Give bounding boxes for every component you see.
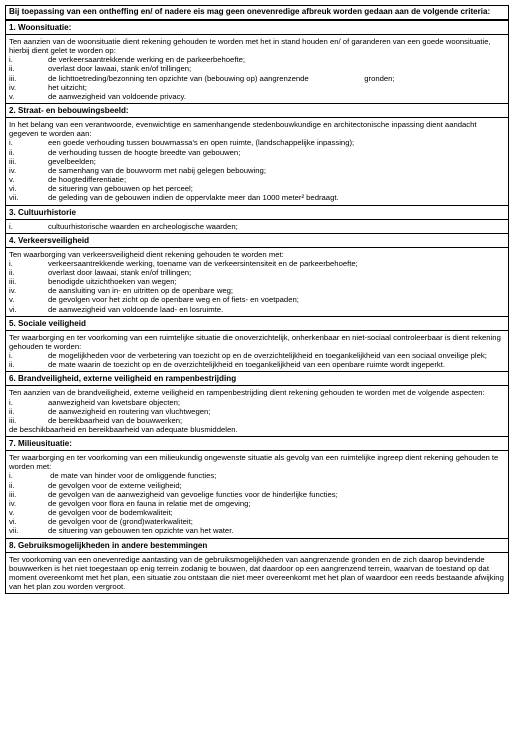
section-header: [5, 317, 509, 331]
item-number: v.: [9, 508, 15, 518]
criteria-item: [9, 416, 505, 425]
criteria-item: [9, 360, 505, 369]
item-number: i.: [9, 55, 13, 65]
item-text: de mogelijkheden voor de verbetering van toezicht op en de overzichtelijkheid en toegankelijkheid van een sociaal onveilige plek;: [48, 351, 487, 361]
item-text: cultuurhistorische waarden en archeologische waarden;: [48, 221, 238, 231]
item-text: de hoogtedifferentiatie;: [48, 175, 127, 185]
section-title: 4. Verkeersveiligheid: [9, 235, 90, 245]
item-number: vii.: [9, 193, 19, 203]
item-number: vi.: [9, 184, 17, 194]
criteria-item: [9, 517, 505, 526]
item-text: de gevolgen voor het zicht op de openbare weg en of fiets- en voetpaden;: [48, 295, 299, 305]
criteria-item: [9, 222, 505, 231]
section-header: [5, 206, 509, 220]
item-number: i.: [9, 351, 13, 361]
item-number: ii.: [9, 64, 15, 74]
item-number: iii.: [9, 73, 17, 83]
criteria-item: [9, 175, 505, 184]
intro-box: [5, 5, 509, 20]
section-title: 6. Brandveiligheid, externe veiligheid en rampenbestrijding: [9, 374, 237, 384]
item-text: de bereikbaarheid van de bouwwerken;: [48, 415, 183, 425]
section-body: [5, 35, 509, 104]
section-title: 8. Gebruiksmogelijkheden in andere bestemmingen: [9, 540, 208, 550]
section-header: [5, 437, 509, 451]
criteria-item: [9, 305, 505, 314]
item-text: de situering van gebouwen ten opzichte van het water.: [48, 526, 234, 536]
item-number: vii.: [9, 526, 19, 536]
item-number: i.: [9, 397, 13, 407]
section-header: [5, 234, 509, 248]
section-intro: Ter waarborging en ter voorkoming van een ruimtelijke situatie die onoverzichtelijk, onherkenbaar en niet-sociaal controleerbaar is dient rekening gehouden te worden:: [9, 332, 501, 351]
item-text: de gevolgen voor de bodemkwaliteit;: [48, 508, 173, 518]
item-text: de gevolgen van de aanwezigheid van gevoelige functies voor de hinderlijke functies;: [48, 489, 338, 499]
intro-text: Bij toepassing van een ontheffing en/ of nadere eis mag geen onevenredige afbreuk worden gedaan aan de volgende criteria:: [9, 7, 491, 16]
criteria-item: [9, 508, 505, 517]
criteria-item: [9, 64, 505, 73]
item-text: benodigde uitzichthoeken van wegen;: [48, 277, 177, 287]
criteria-item: [9, 526, 505, 535]
section-header: [5, 372, 509, 386]
criteria-item: [9, 148, 505, 157]
criteria-item: [9, 499, 505, 508]
item-text: de samenhang van de bouwvorm met nabij gelegen bebouwing;: [48, 165, 266, 175]
criteria-item: [9, 193, 505, 202]
item-text: de gevolgen voor de externe veiligheid;: [48, 480, 182, 490]
item-text: het uitzicht;: [48, 82, 87, 92]
item-number: i.: [9, 138, 13, 148]
section-body: [5, 386, 509, 437]
criteria-item: [9, 74, 505, 83]
criteria-item: [9, 83, 505, 92]
item-number: i.: [9, 221, 13, 231]
criteria-item: [9, 184, 505, 193]
section-intro: Ten waarborging van verkeersveiligheid dient rekening gehouden te worden met:: [9, 249, 284, 259]
item-text: de verhouding tussen de hoogte breedte van gebouwen;: [48, 147, 241, 157]
section-title: 3. Cultuurhistorie: [9, 207, 77, 217]
section-title: 2. Straat- en bebouwingsbeeld:: [9, 106, 129, 116]
item-text: een goede verhouding tussen bouwmassa's en open ruimte, (landschappelijke inpassing);: [48, 138, 355, 148]
item-number: vi.: [9, 304, 17, 314]
item-number: i.: [9, 471, 13, 481]
section-header: [5, 20, 509, 35]
item-number: iii.: [9, 277, 17, 287]
item-text: de situering van gebouwen op het perceel;: [48, 184, 193, 194]
section-intro: Ten aanzien van de brandveiligheid, externe veiligheid en rampenbestrijding dient rekening gehouden te worden met de volgende aspecten:: [9, 388, 485, 398]
item-text: gevelbeelden;: [48, 156, 96, 166]
item-number: iv.: [9, 286, 17, 296]
item-text: de mate van hinder voor de omliggende functies;: [48, 471, 217, 481]
criteria-item: [9, 351, 505, 360]
item-text: verkeersaantrekkende werking, toename van de verkeersintensiteit en de parkeerbehoefte;: [48, 258, 358, 268]
section-title: 5. Sociale veiligheid: [9, 318, 86, 328]
item-number: ii.: [9, 147, 15, 157]
criteria-item: [9, 259, 505, 268]
criteria-item: [9, 471, 505, 480]
criteria-item: [9, 277, 505, 286]
criteria-item: [9, 92, 505, 101]
criteria-item: [9, 55, 505, 64]
item-number: iii.: [9, 489, 17, 499]
sections-container: [5, 20, 509, 594]
section-body: [5, 331, 509, 373]
section-intro: In het belang van een verantwoorde, evenwichtige en samenhangende stedenbouwkundige en architectonische inpassing dient aandacht gegeven te worden aan:: [9, 120, 477, 139]
criteria-item: [9, 481, 505, 490]
item-text: de gevolgen voor de (grond)waterkwaliteit;: [48, 517, 193, 527]
item-text: aanwezigheid van kwetsbare objecten;: [48, 397, 181, 407]
item-number: iii.: [9, 156, 17, 166]
criteria-item: [9, 295, 505, 304]
section-body: [5, 451, 509, 538]
criteria-document: [5, 5, 509, 594]
criteria-item: [9, 398, 505, 407]
item-number: iv.: [9, 165, 17, 175]
item-number: ii.: [9, 480, 15, 490]
item-text: de lichttoetreding/bezonning ten opzichte van (bebouwing op) aangrenzende gronden;: [48, 73, 395, 83]
section-body: [5, 220, 509, 234]
criteria-item: [9, 268, 505, 277]
item-number: iii.: [9, 415, 17, 425]
item-number: v.: [9, 295, 15, 305]
item-number: iv.: [9, 498, 17, 508]
item-number: ii.: [9, 406, 15, 416]
section-title: 7. Milieusituatie:: [9, 439, 72, 449]
item-text: de mate waarin de toezicht op en de overzichtelijkheid en toegankelijkheid van een openbare ruimte wordt ingeperkt.: [48, 360, 446, 370]
section-outro: de beschikbaarheid en bereikbaarheid van adequate blusmiddelen.: [9, 425, 238, 434]
item-number: i.: [9, 258, 13, 268]
item-text: overlast door lawaai, stank en/of trillingen;: [48, 267, 192, 277]
section-title: 1. Woonsituatie:: [9, 23, 72, 32]
item-text: de aanwezigheid van voldoende privacy.: [48, 91, 186, 101]
criteria-item: [9, 286, 505, 295]
item-text: overlast door lawaai, stank en/of trillingen;: [48, 64, 192, 74]
criteria-item: [9, 490, 505, 499]
item-text: de gevolgen voor flora en fauna in relatie met de omgeving;: [48, 498, 251, 508]
item-text: de verkeersaantrekkende werking en de parkeerbehoefte;: [48, 55, 246, 65]
item-number: ii.: [9, 360, 15, 370]
item-number: iv.: [9, 82, 17, 92]
criteria-item: [9, 166, 505, 175]
item-text: de aanwezigheid en routering van vluchtwegen;: [48, 406, 211, 416]
section-header: [5, 539, 509, 553]
section-intro: Ter waarborging en ter voorkoming van een milieukundig ongewenste situatie als gevolg van een ruimtelijke ingreep dient rekening gehouden te worden met:: [9, 453, 499, 472]
criteria-item: [9, 407, 505, 416]
section-intro: Ten aanzien van de woonsituatie dient rekening gehouden te worden met het in stand houden en/ of garanderen van een goede woonsituatie, hierbij dient gelet te worden op:: [9, 37, 491, 56]
criteria-item: [9, 157, 505, 166]
item-text: de aanwezigheid van voldoende laad- en losruimte.: [48, 304, 224, 314]
item-number: ii.: [9, 267, 15, 277]
section-body: [5, 553, 509, 595]
section-body: [5, 118, 509, 205]
item-text: de aansluiting van in- en uitritten op de openbare weg;: [48, 286, 234, 296]
item-number: vi.: [9, 517, 17, 527]
item-number: v.: [9, 91, 15, 101]
item-number: v.: [9, 175, 15, 185]
item-text: de geleding van de gebouwen indien de oppervlakte meer dan 1000 meter² bedraagt.: [48, 193, 339, 203]
section-header: [5, 104, 509, 118]
section-intro: Ter voorkoming van een onevenredige aantasting van de gebruiksmogelijkheden van aangrenzende gronden en de zich daarop bevindende bouwwerken is het niet toegestaan op enig terrein zodanig te bouwen, dat daardoor op een aangrenzend terrein, waarvan de toestand op dat moment overeenkomt met het plan, een situatie zou ontstaan die niet meer overeenkomt met het plan of waardoor een reeds bestaande afwijking van het plan zou worden vergroot.: [9, 554, 504, 592]
criteria-item: [9, 138, 505, 147]
section-body: [5, 248, 509, 317]
